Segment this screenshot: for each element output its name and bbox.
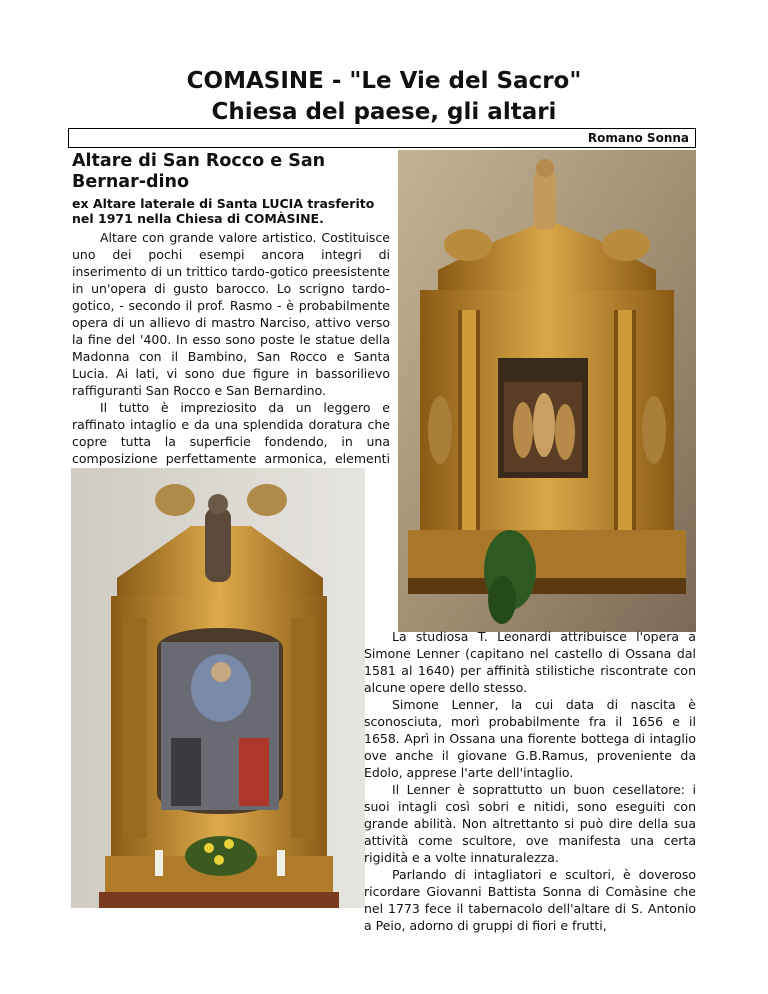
altar-photo-san-rocco: [398, 150, 696, 632]
author-bar: [68, 128, 696, 148]
author-name: Romano Sonna: [587, 131, 689, 145]
right-paragraph: Simone Lenner, la cui data di nascita è sconosciuta, morì probabilmente fra il 1656 e il 1658. Aprì in Ossana una fiorente bottega di intaglio ove anche il giovane G.B.Ramus, proveniente da Edolo, apprese l'arte dell'intaglio.: [364, 697, 696, 780]
altar-illustration: [71, 468, 365, 908]
left-paragraph: Altare con grande valore artistico. Costituisce uno dei pochi esempi ancora integri di inserimento di un trittico tardo-gotico preesistente in un'opera di gusto barocco. Lo scrigno tardo-gotico, - secondo il prof. Rasmo - è probabilmente opera di un allievo di mastro Narciso, attivo verso la fine del '400. In esso sono poste le statue della Madonna con il Bambino, San Rocco e Santa Lucia. Ai lati, vi sono due figure in bassorilievo raffiguranti San Rocco e San Bernardino.: [72, 230, 390, 398]
title-line-2: Chiesa del paese, gli altari: [211, 99, 557, 125]
title-line-1: COMASINE - "Le Vie del Sacro": [186, 68, 582, 94]
right-column-text: [364, 628, 696, 934]
right-paragraph: Il Lenner è soprattutto un buon cesellatore: i suoi intagli così sobri e nitidi, sono eseguiti con grande abilità. Non altrettanto si può dire della sua attività come scultore, ove manifesta una certa rigidità e a volte innaturalezza.: [364, 782, 696, 865]
right-paragraph: Parlando di intagliatori e scultori, è doveroso ricordare Giovanni Battista Sonna di Comàsine che nel 1773 fece il tabernacolo dell'altare di S. Antonio a Peio, adorno di gruppi di fiori e frutti,: [364, 867, 696, 933]
altar-illustration: [398, 150, 696, 632]
left-column-text: [72, 229, 390, 484]
article-heading: Altare di San Rocco e San Bernar-dino: [72, 151, 326, 192]
right-paragraph: La studiosa T. Leonardi attribuisce l'opera a Simone Lenner (capitano nel castello di Ossana dal 1581 al 1640) per affinità stilistiche riscontrate con alcune opere dello stesso.: [364, 629, 696, 695]
article-subheading: ex Altare laterale di Santa LUCIA trasferito nel 1971 nella Chiesa di COMÀSINE.: [72, 196, 375, 227]
altar-photo-painting: [71, 468, 365, 908]
left-paragraph: Il tutto è impreziosito da un leggero e raffinato intaglio e da una splendida doratura che copre tutta la superficie fondendo, in una composizione perfettamente armonica, elementi: [72, 400, 390, 466]
